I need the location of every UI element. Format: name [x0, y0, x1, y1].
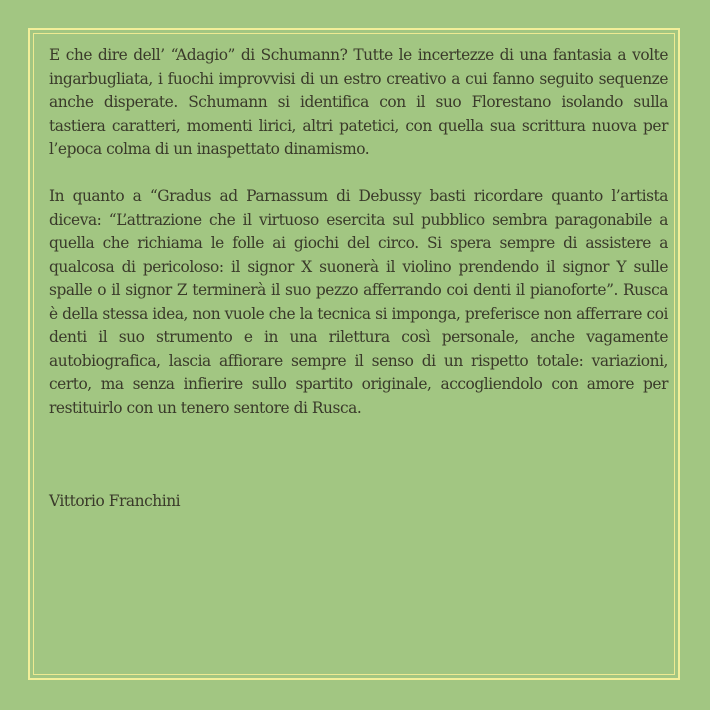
- author-signature: Vittorio Franchini: [49, 492, 181, 510]
- paragraph-debussy: In quanto a “Gradus ad Parnassum di Debussy basti ricordare quanto l’artista diceva: “L’attrazione che il virtuoso esercita sul pubblico sembra paragonabile a quella che richiama le folle ai giochi del circo. Si spera sempre di assistere a qualcosa di pericoloso: il signor X suonerà il violino prendendo il signor Y sulle spalle o il signor Z terminerà il suo pezzo afferrando coi denti il pianoforte”. Rusca è della stessa idea, non vuole che la tecnica si imponga, preferisce non afferrare coi denti il suo strumento e in una rilettura così personale, anche vagamente autobiografica, lascia affiorare sempre il senso di un rispetto totale: variazioni, certo, ma senza infierire sullo spartito originale, accogliendolo con amore per restituirlo con un tenero sentore di Rusca.: [49, 187, 668, 417]
- paragraph-schumann: E che dire dell’ “Adagio” di Schumann? Tutte le incertezze di una fantasia a volte ingarbugliata, i fuochi improvvisi di un estro creativo a cui fanno seguito sequenze anche disperate. Schumann si identifica con il suo Florestano isolando sulla tastiera caratteri, momenti lirici, altri patetici, con quella sua scrittura nuova per l’epoca colma di un inaspettato dinamismo.: [49, 46, 668, 158]
- text-block: [49, 44, 668, 514]
